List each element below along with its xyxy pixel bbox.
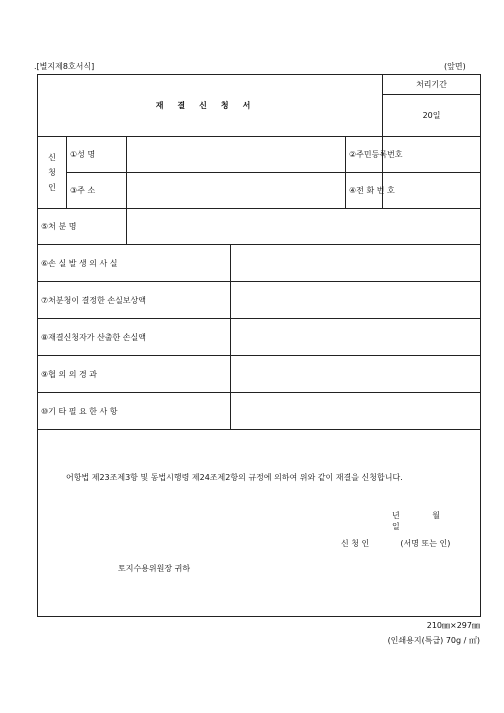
paper-type-note: (인쇄용지(특급) 70g / ㎡) [387, 636, 480, 645]
other-matters-field[interactable] [231, 393, 481, 430]
form-title: 재결신청서 [38, 75, 383, 137]
date-line [392, 510, 480, 532]
decided-compensation-field[interactable] [231, 282, 481, 319]
other-matters-label: ⑩기 타 필 요 한 사 항 [38, 393, 231, 430]
address-field[interactable] [127, 173, 346, 209]
addressee: 토지수용위원장 귀하 [118, 564, 191, 573]
processing-period-value: 20일 [383, 95, 481, 137]
form-number: .[별지제8호서식] [34, 62, 95, 71]
statement-text: 어항법 제23조제3항 및 동법시행령 제24조제2항의 규정에 의하여 위와 같이 재결을 신청합니다. [66, 473, 403, 482]
consultation-progress-label: ⑨협 의 의 경 과 [38, 356, 231, 393]
applicant-sign-label: 신 청 인 [341, 539, 370, 548]
disposer-field[interactable] [127, 209, 481, 245]
name-label: ①성 명 [67, 137, 127, 173]
consultation-progress-field[interactable] [231, 356, 481, 393]
applicant-label: 신청인 [38, 137, 67, 209]
applicant-calculated-loss-field[interactable] [231, 319, 481, 356]
application-form [37, 74, 481, 617]
processing-period-label: 처리기간 [383, 75, 481, 95]
signature-line [341, 538, 450, 549]
page-side-label: (앞면) [444, 62, 466, 71]
name-field[interactable] [127, 137, 346, 173]
loss-fact-label: ⑥손 실 발 생 의 사 실 [38, 245, 231, 282]
sign-note: (서명 또는 인) [400, 539, 451, 548]
address-label: ③주 소 [67, 173, 127, 209]
paper-size-note: 210㎜×297㎜ [426, 621, 480, 630]
day-label: 일 [392, 522, 400, 531]
month-label: 월 [432, 511, 441, 520]
loss-fact-field[interactable] [231, 245, 481, 282]
resident-no-label: ②주민등록번호 [346, 137, 383, 173]
statement-section [38, 430, 481, 617]
phone-field[interactable] [383, 173, 481, 209]
applicant-calculated-loss-label: ⑧재결신청자가 산출한 손실액 [38, 319, 231, 356]
year-label: 년 [392, 511, 400, 520]
phone-label: ④전 화 번 호 [346, 173, 383, 209]
disposer-label: ⑤처 분 명 [38, 209, 127, 245]
decided-compensation-label: ⑦처분청이 결정한 손실보상액 [38, 282, 231, 319]
